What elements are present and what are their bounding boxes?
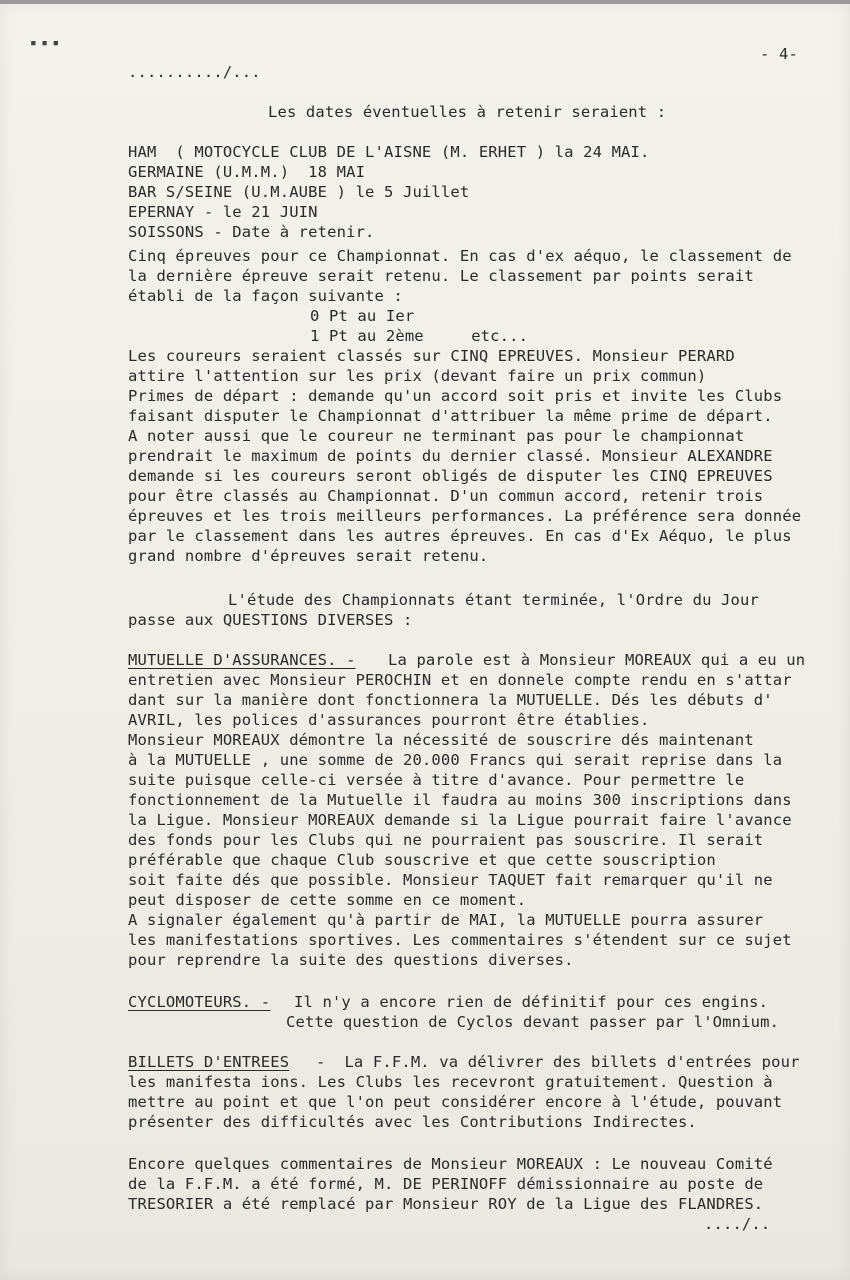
points-line: 1 Pt au 2ème etc...	[310, 327, 529, 345]
text-line: L'étude des Championnats étant terminée, l'Ordre du Jour	[228, 591, 759, 609]
corner-mark: ▪ ▪ ▪	[30, 36, 59, 49]
date-line: GERMAINE (U.M.M.) 18 MAI	[128, 163, 366, 181]
text-line: pour reprendre la suite des questions diverses.	[128, 951, 574, 969]
text-line: A noter aussi que le coureur ne terminant pas pour le championnat	[128, 427, 745, 445]
text-line: Cette question de Cyclos devant passer par l'Omnium.	[286, 1013, 780, 1031]
text-line: présenter des difficultés avec les Contributions Indirectes.	[128, 1113, 697, 1131]
text-line: Monsieur MOREAUX démontre la nécessité de souscrire dés maintenant	[128, 731, 754, 749]
points-line: 0 Pt au Ier	[310, 307, 415, 325]
text-line: grand nombre d'épreuves serait retenu.	[128, 547, 489, 565]
text-line: entretien avec Monsieur PEROCHIN et en donnele compte rendu en s'attar	[128, 671, 792, 689]
text-line: la Ligue. Monsieur MOREAUX demande si la Ligue pourrait faire l'avance	[128, 811, 792, 829]
text-line: Primes de départ : demande qu'un accord soit pris et invite les Clubs	[128, 387, 783, 405]
intro-line: Les dates éventuelles à retenir seraient :	[268, 103, 667, 121]
continuation-bottom: ..../..	[704, 1215, 771, 1233]
section-heading-cyclomoteurs: CYCLOMOTEURS. -	[128, 993, 271, 1011]
text-line: TRESORIER a été remplacé par Monsieur ROY de la Ligue des FLANDRES.	[128, 1195, 764, 1213]
text-line: les manifestations sportives. Les commentaires s'étendent sur ce sujet	[128, 931, 792, 949]
text-line: de la F.F.M. a été formé, M. DE PERINOFF démissionnaire au poste de	[128, 1175, 764, 1193]
text-line: suite puisque celle-ci versée à titre d'avance. Pour permettre le	[128, 771, 745, 789]
text-line: fonctionnement de la Mutuelle il faudra au moins 300 inscriptions dans	[128, 791, 792, 809]
text-line: attire l'attention sur les prix (devant faire un prix commun)	[128, 367, 707, 385]
date-line: BAR S/SEINE (U.M.AUBE ) le 5 Juillet	[128, 183, 470, 201]
page-number: - 4-	[760, 45, 798, 63]
text-line: peut disposer de cette somme en ce moment.	[128, 891, 527, 909]
date-line: HAM ( MOTOCYCLE CLUB DE L'AISNE (M. ERHET ) la 24 MAI.	[128, 143, 650, 161]
text-line: dant sur la manière dont fonctionnera la MUTUELLE. Dés les débuts d'	[128, 691, 773, 709]
text-line: AVRIL, les polices d'assurances pourront être établies.	[128, 711, 650, 729]
continuation-top: ........../...	[128, 63, 261, 81]
text-line: Cinq épreuves pour ce Championnat. En cas d'ex aéquo, le classement de	[128, 247, 792, 265]
text-line: épreuves et les trois meilleurs performances. La préférence sera donnée	[128, 507, 802, 525]
text-line: prendrait le maximum de points du dernier classé. Monsieur ALEXANDRE	[128, 447, 773, 465]
text-line: faisant disputer le Championnat d'attribuer la même prime de départ.	[128, 407, 773, 425]
text-line: établi de la façon suivante :	[128, 287, 403, 305]
text-line: soit faite dés que possible. Monsieur TAQUET fait remarquer qu'il ne	[128, 871, 773, 889]
text-line: A signaler également qu'à partir de MAI, la MUTUELLE pourra assurer	[128, 911, 764, 929]
section-heading-mutuelle: MUTUELLE D'ASSURANCES. -	[128, 651, 356, 669]
text-line: - La F.F.M. va délivrer des billets d'entrées pour	[316, 1053, 800, 1071]
top-edge	[0, 0, 850, 4]
text-line: préférable que chaque Club souscrive et que cette souscription	[128, 851, 716, 869]
text-line: mettre au point et que l'on peut considérer encore à l'étude, pouvant	[128, 1093, 783, 1111]
text-line: pour être classés au Championnat. D'un commun accord, retenir trois	[128, 487, 764, 505]
text-line: Les coureurs seraient classés sur CINQ EPREUVES. Monsieur PERARD	[128, 347, 735, 365]
text-line: par le classement dans les autres épreuves. En cas d'Ex Aéquo, le plus	[128, 527, 792, 545]
text-line: la dernière épreuve serait retenu. Le classement par points serait	[128, 267, 754, 285]
text-line: demande si les coureurs seront obligés de disputer les CINQ EPREUVES	[128, 467, 773, 485]
text-line: Il n'y a encore rien de définitif pour ces engins.	[294, 993, 769, 1011]
date-line: EPERNAY - le 21 JUIN	[128, 203, 318, 221]
text-line: passe aux QUESTIONS DIVERSES :	[128, 611, 413, 629]
text-line: des fonds pour les Clubs qui ne pourraient pas souscrire. Il serait	[128, 831, 764, 849]
date-line: SOISSONS - Date à retenir.	[128, 223, 375, 241]
text-line: à la MUTUELLE , une somme de 20.000 Francs qui serait reprise dans la	[128, 751, 783, 769]
text-line: La parole est à Monsieur MOREAUX qui a eu un	[388, 651, 806, 669]
section-heading-billets: BILLETS D'ENTREES	[128, 1053, 290, 1071]
text-line: Encore quelques commentaires de Monsieur MOREAUX : Le nouveau Comité	[128, 1155, 773, 1173]
text-line: les manifesta ions. Les Clubs les recevront gratuitement. Question à	[128, 1073, 773, 1091]
